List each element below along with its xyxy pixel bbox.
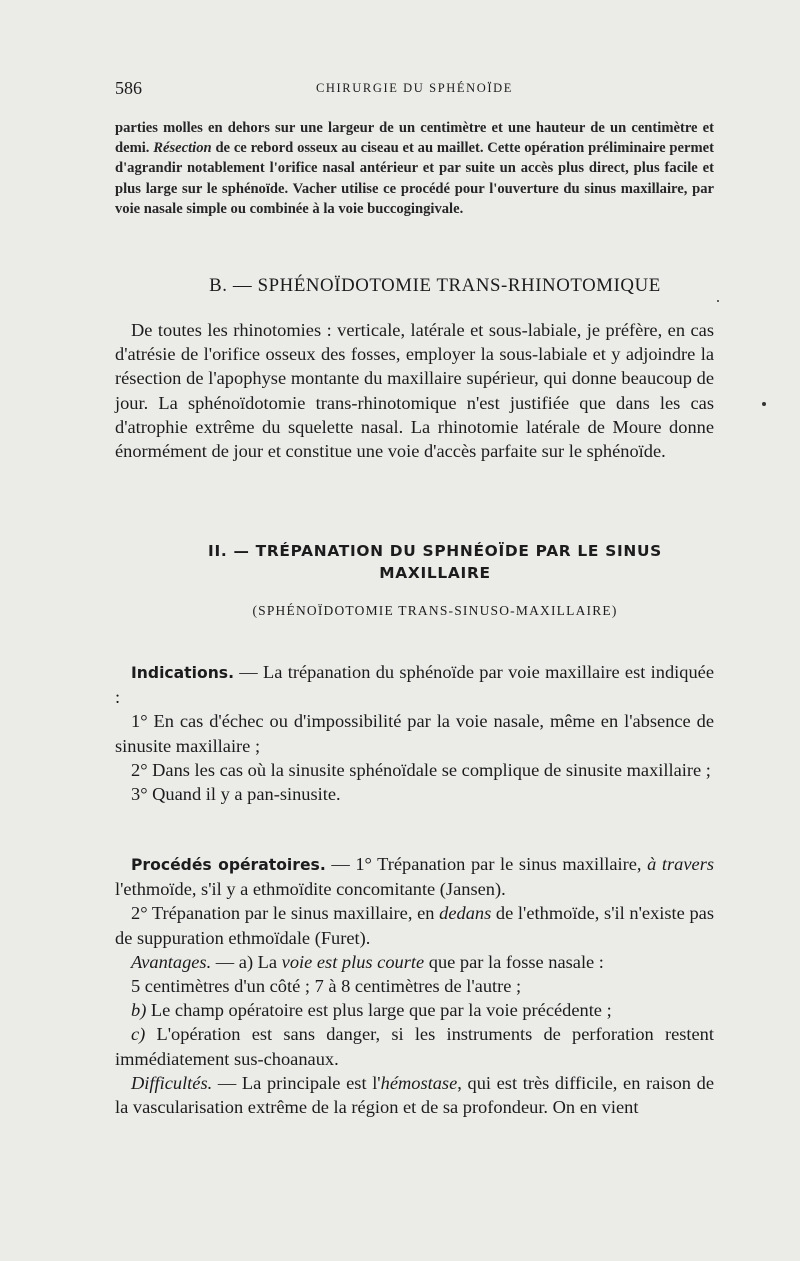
- avantages-paragraph: [115, 950, 714, 974]
- procedes-p2-a: 2° Trépanation par le sinus maxillaire, en: [131, 903, 440, 924]
- point-b-paragraph: [115, 998, 714, 1022]
- indications-paragraph: [115, 660, 714, 709]
- difficultes-paragraph: [115, 1071, 714, 1119]
- indications-item-2: 2° Dans les cas où la sinusite sphénoïdale se complique de sinusite maxillaire ;: [131, 759, 711, 780]
- avantages-label: Avantages.: [131, 951, 212, 972]
- procedes-block: [115, 852, 714, 1119]
- difficultes-italic: hémostase: [380, 1072, 458, 1093]
- point-b-label: b): [131, 1000, 147, 1021]
- difficultes-label: Difficultés.: [131, 1072, 213, 1093]
- page-header: [115, 78, 714, 100]
- section-b-title: B. — SPHÉNOÏDOTOMIE TRANS-RHINOTOMIQUE: [209, 275, 661, 296]
- procedes-paragraph-2: [115, 901, 714, 949]
- intro-paragraph: [115, 118, 714, 219]
- section-ii-title: [115, 540, 755, 584]
- procedes-paragraph-1: [115, 852, 714, 901]
- indications-lead: Indications.: [131, 664, 234, 682]
- page-number: 586: [115, 78, 142, 98]
- procedes-p2-italic: dedans: [439, 903, 492, 924]
- procedes-p1-a: — 1° Trépanation par le sinus maxillaire,: [325, 854, 648, 874]
- difficultes-b: , qui est très difficile, en raison de la vascularisation extrême de la région et de sa profondeur. On en vient: [115, 1072, 714, 1118]
- intro-text-a: parties molles en dehors sur une largeur de un centimètre et une hauteur de un centimètre et demi.: [115, 120, 714, 157]
- print-speck: [717, 300, 719, 302]
- procedes-p1-italic: à travers: [647, 854, 715, 874]
- distances-line: 5 centimètres d'un côté ; 7 à 8 centimètres de l'autre ;: [131, 976, 522, 997]
- section-b-text: De toutes les rhinotomies : verticale, latérale et sous-labiale, je préfère, en cas d'atrésie de l'orifice osseux des fosses, employer la sous-labiale et y adjoindre la résection de l'apophyse montante du maxillaire supérieur, qui donne beaucoup de jour. La sphénoïdotomie trans-rhinotomique n'est justifiée que dans les cas d'atrophie extrême du squelette nasal. La rhinotomie latérale de Moure donne énormément de jour et constitue une voie d'accès parfaite sur le sphénoïde.: [115, 320, 714, 462]
- point-c-label: c): [131, 1024, 146, 1045]
- avantages-b: que par la fosse nasale :: [424, 951, 604, 972]
- avantages-a: — a) La: [211, 951, 282, 972]
- point-b-text: Le champ opératoire est plus large que par la voie précédente ;: [146, 1000, 612, 1021]
- section-ii-title-line2: MAXILLAIRE: [379, 564, 491, 582]
- indications-intro: — La trépanation du sphénoïde par voie maxillaire est indiquée :: [115, 662, 714, 708]
- procedes-p2-b: de l'ethmoïde, s'il n'existe pas de suppuration ethmoïdale (Furet).: [115, 903, 714, 948]
- intro-italic-resection: Résection: [153, 140, 212, 157]
- section-ii-title-line1: II. — TRÉPANATION DU SPHNÉOÏDE PAR LE SINUS: [208, 542, 662, 560]
- point-c-text: L'opération est sans danger, si les instruments de perforation restent immédiatement sus-choanaux.: [115, 1024, 714, 1069]
- difficultes-a: — La principale est l': [212, 1072, 381, 1093]
- section-b-paragraph: [115, 318, 714, 463]
- procedes-p1-b: l'ethmoïde, s'il y a ethmoïdite concomitante (Jansen).: [115, 879, 506, 900]
- indications-block: [115, 660, 714, 806]
- procedes-lead: Procédés opératoires.: [131, 856, 326, 874]
- avantages-italic: voie est plus courte: [281, 951, 425, 972]
- intro-text-b: de ce rebord osseux au ciseau et au maillet. Cette opération préliminaire permet d'agrandir notablement l'orifice nasal antérieur et par suite un accès plus direct, plus facile et plus large sur le sphénoïde. Vacher utilise ce procédé pour l'ouverture du sinus maxillaire, par voie nasale simple ou combinée à la voie buccogingivale.: [115, 140, 714, 217]
- running-title: CHIRURGIE DU SPHÉNOÏDE: [315, 81, 513, 95]
- section-ii-subtitle: (SPHÉNOÏDOTOMIE TRANS-SINUSO-MAXILLAIRE): [252, 603, 618, 618]
- indications-item-1: 1° En cas d'échec ou d'impossibilité par la voie nasale, même en l'absence de sinusite maxillaire ;: [115, 711, 714, 756]
- print-speck: [762, 402, 766, 406]
- point-c-paragraph: [115, 1022, 714, 1070]
- indications-item-3: 3° Quand il y a pan-sinusite.: [131, 784, 341, 805]
